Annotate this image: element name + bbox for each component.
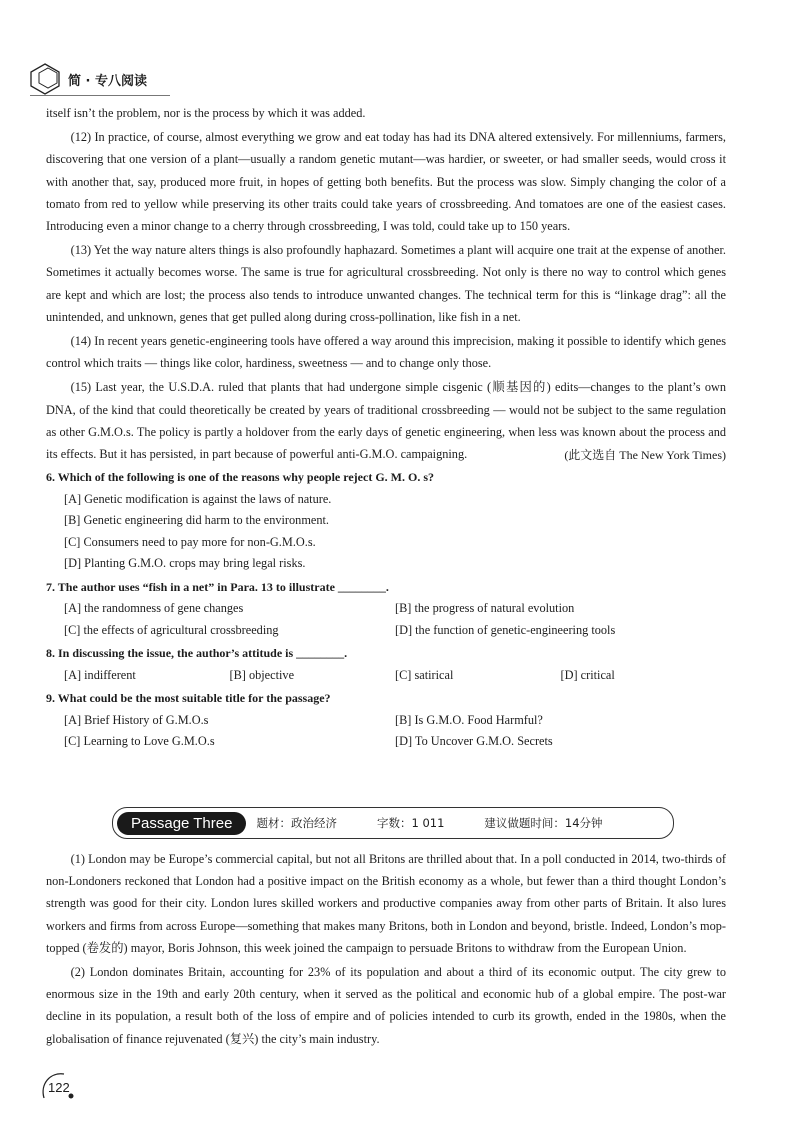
option-c: [C] the effects of agricultural crossbreeding	[64, 622, 279, 637]
option-d: [D] the function of genetic-engineering tools	[395, 622, 616, 637]
option-d: [D] Planting G.M.O. crops may bring legal risks.	[64, 556, 306, 571]
option-b: [B] Is G.M.O. Food Harmful?	[395, 712, 543, 727]
paragraph: (14) In recent years genetic-engineering tools have offered a way around this imprecision, making it possible to identify which genes control which traits — things like color, hardiness, sweetness — and to change only those.	[46, 334, 726, 371]
option-d: [D] To Uncover G.M.O. Secrets	[395, 734, 553, 749]
question-7	[46, 577, 726, 642]
question-6	[46, 467, 726, 575]
header	[28, 62, 147, 96]
option-a: [A] Brief History of G.M.O.s	[64, 712, 209, 727]
option-d: [D] critical	[560, 667, 615, 682]
series-title: 简 · 专八阅读	[68, 73, 147, 89]
question-stem: 8. In discussing the issue, the author’s attitude is ________.	[46, 646, 348, 661]
question-8	[46, 643, 726, 686]
page-number: 122	[48, 1080, 70, 1095]
option-b: [B] objective	[229, 667, 295, 682]
passage-two	[46, 102, 726, 753]
page-number-badge	[38, 1068, 78, 1108]
paragraph: (2) London dominates Britain, accounting for 23% of its population and about a third of its economic output. The city grew to enormous size in the 19th and early 20th century, when it served as the political and economic hub of a global empire. The post-war decline in its population, a result both of the loss of empire and of policies intended to curb its growth, ended in the 1980s, when the globalisation of finance rejuvenated (复兴) the city’s main industry.	[46, 965, 726, 1046]
question-9	[46, 688, 726, 753]
option-a: [A] indifferent	[64, 667, 136, 682]
question-stem: 9. What could be the most suitable title for the passage?	[46, 691, 331, 706]
header-divider	[30, 95, 170, 96]
option-c: [C] Learning to Love G.M.O.s	[64, 734, 215, 749]
hexagon-logo-icon	[28, 62, 62, 96]
option-c: [C] satirical	[395, 667, 454, 682]
paragraph: itself isn’t the problem, nor is the process by which it was added.	[46, 106, 366, 120]
word-count: 字数：1 011	[376, 816, 445, 830]
question-stem: 6. Which of the following is one of the reasons why people reject G. M. O. s?	[46, 470, 434, 485]
paragraph: (1) London may be Europe’s commercial capital, but not all Britons are thrilled about that. In a poll conducted in 2014, two-thirds of non-Londoners reckoned that London had a positive impact on the British economy as a whole, but fewer than a third thought London’s strength was good for their city. London lures skilled workers and productive companies away from other parts of Britain. It also lures workers and firms from across Europe—something that makes many Britons, both in London and beyond, bristle. Indeed, London’s mop-topped (卷发的) mayor, Boris Johnson, this week joined the campaign to persuade Britons to withdraw from the European Union.	[46, 852, 726, 955]
source-citation: (此文选自 The New York Times)	[564, 448, 726, 463]
passage-banner	[112, 807, 674, 839]
paragraph: (12) In practice, of course, almost everything we grow and eat today has had its DNA altered extensively. For millenniums, farmers, discovering that one version of a plant—usually a random genetic mutant—was hardier, or sweeter, or had smaller seeds, would cross it with another that, say, produced more fruit, in hopes of getting both benefits. But the process was slow. Simply changing the color of a tomato from red to yellow while preserving its other traits could take years of crossbreeding. And tomatoes are one of the easiest cases. Introducing even a minor change to a cherry through crossbreeding, I was told, could take up to 150 years.	[46, 130, 726, 234]
option-a: [A] Genetic modification is against the laws of nature.	[64, 491, 332, 506]
option-b: [B] the progress of natural evolution	[395, 601, 575, 616]
passage-label: Passage Three	[117, 812, 246, 835]
option-c: [C] Consumers need to pay more for non-G.M.O.s.	[64, 534, 316, 549]
suggested-time: 建议做题时间：14分钟	[484, 816, 603, 830]
question-stem: 7. The author uses “fish in a net” in Para. 13 to illustrate ________.	[46, 579, 389, 594]
paragraph: (13) Yet the way nature alters things is also profoundly haphazard. Sometimes a plant will acquire one trait at the expense of another. Sometimes it actually becomes worse. The same is true for agricultural crossbreeding. Not only is there no way to control which genes are kept and which are lost; the process also tends to introduce unwanted changes. The technical term for this is “linkage drag”: all the unintended, and unknown, genes that get pulled along during cross-pollination, like fish in a net.	[46, 243, 726, 324]
option-b: [B] Genetic engineering did harm to the environment.	[64, 513, 329, 528]
paragraph: (15) Last year, the U.S.D.A. ruled that plants that had undergone simple cisgenic (顺基因的) edits—changes to the plant’s own DNA, of the kind that could theoretically be created by years of traditional crossbreeding — would not be subject to the same regulation as other G.M.O.s. The policy is partly a holdover from the early days of genetic engineering, when less was known about the process and its effects. But it has persisted, in part because of powerful anti-G.M.O. campaigning.	[46, 380, 726, 462]
topic-label: 题材：政治经济	[256, 816, 337, 830]
option-a: [A] the randomness of gene changes	[64, 601, 244, 616]
passage-three	[46, 848, 726, 1052]
